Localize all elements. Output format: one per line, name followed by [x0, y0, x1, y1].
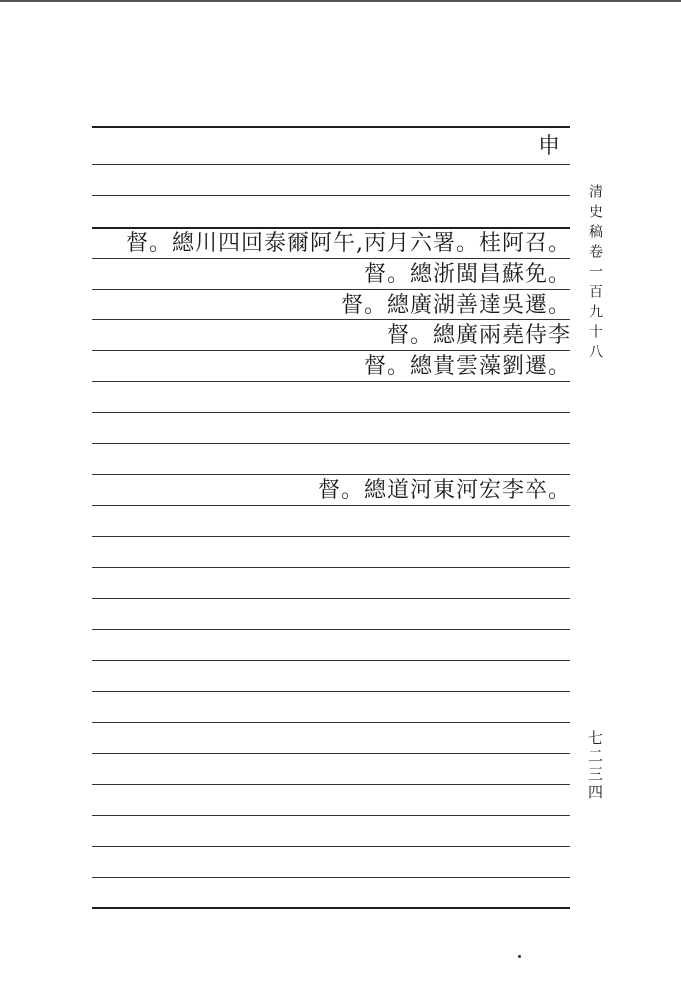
table-row: 督。總貴雲藻劉遷。 [363, 354, 571, 379]
table-row: 督。總廣兩堯侍李 [386, 323, 571, 348]
table-row: 督。總浙閩昌蘇免。 [363, 262, 571, 287]
table-row: 督。總廣湖善達吳遷。 [340, 293, 571, 318]
table-rule [92, 753, 570, 754]
table-rule [92, 907, 570, 909]
table-rule [92, 784, 570, 785]
table-rule [92, 629, 570, 630]
table-rule [92, 567, 570, 568]
page-number: 七二三四 [586, 730, 604, 802]
table-rule [92, 598, 570, 599]
table-rule [92, 164, 570, 165]
table-rule [92, 691, 570, 692]
scan-speck [518, 955, 521, 958]
page-top-border [0, 0, 681, 2]
table-rule [92, 536, 570, 537]
year-label: 申 [538, 134, 561, 159]
table-rule [92, 877, 570, 878]
table-rule [92, 722, 570, 723]
table-rule [92, 126, 570, 128]
side-title: 清史稿卷一百九十八 [587, 184, 603, 364]
table-rule [92, 443, 570, 444]
table-rule [92, 815, 570, 816]
table-rule [92, 412, 570, 413]
table-rule [92, 846, 570, 847]
table-row: 督。總道河東河宏李卒。 [317, 478, 571, 503]
table-row: 督。總川四回泰爾阿午,丙月六署。桂阿召。 [126, 231, 571, 256]
table-rule [92, 660, 570, 661]
table-rule [92, 195, 570, 196]
